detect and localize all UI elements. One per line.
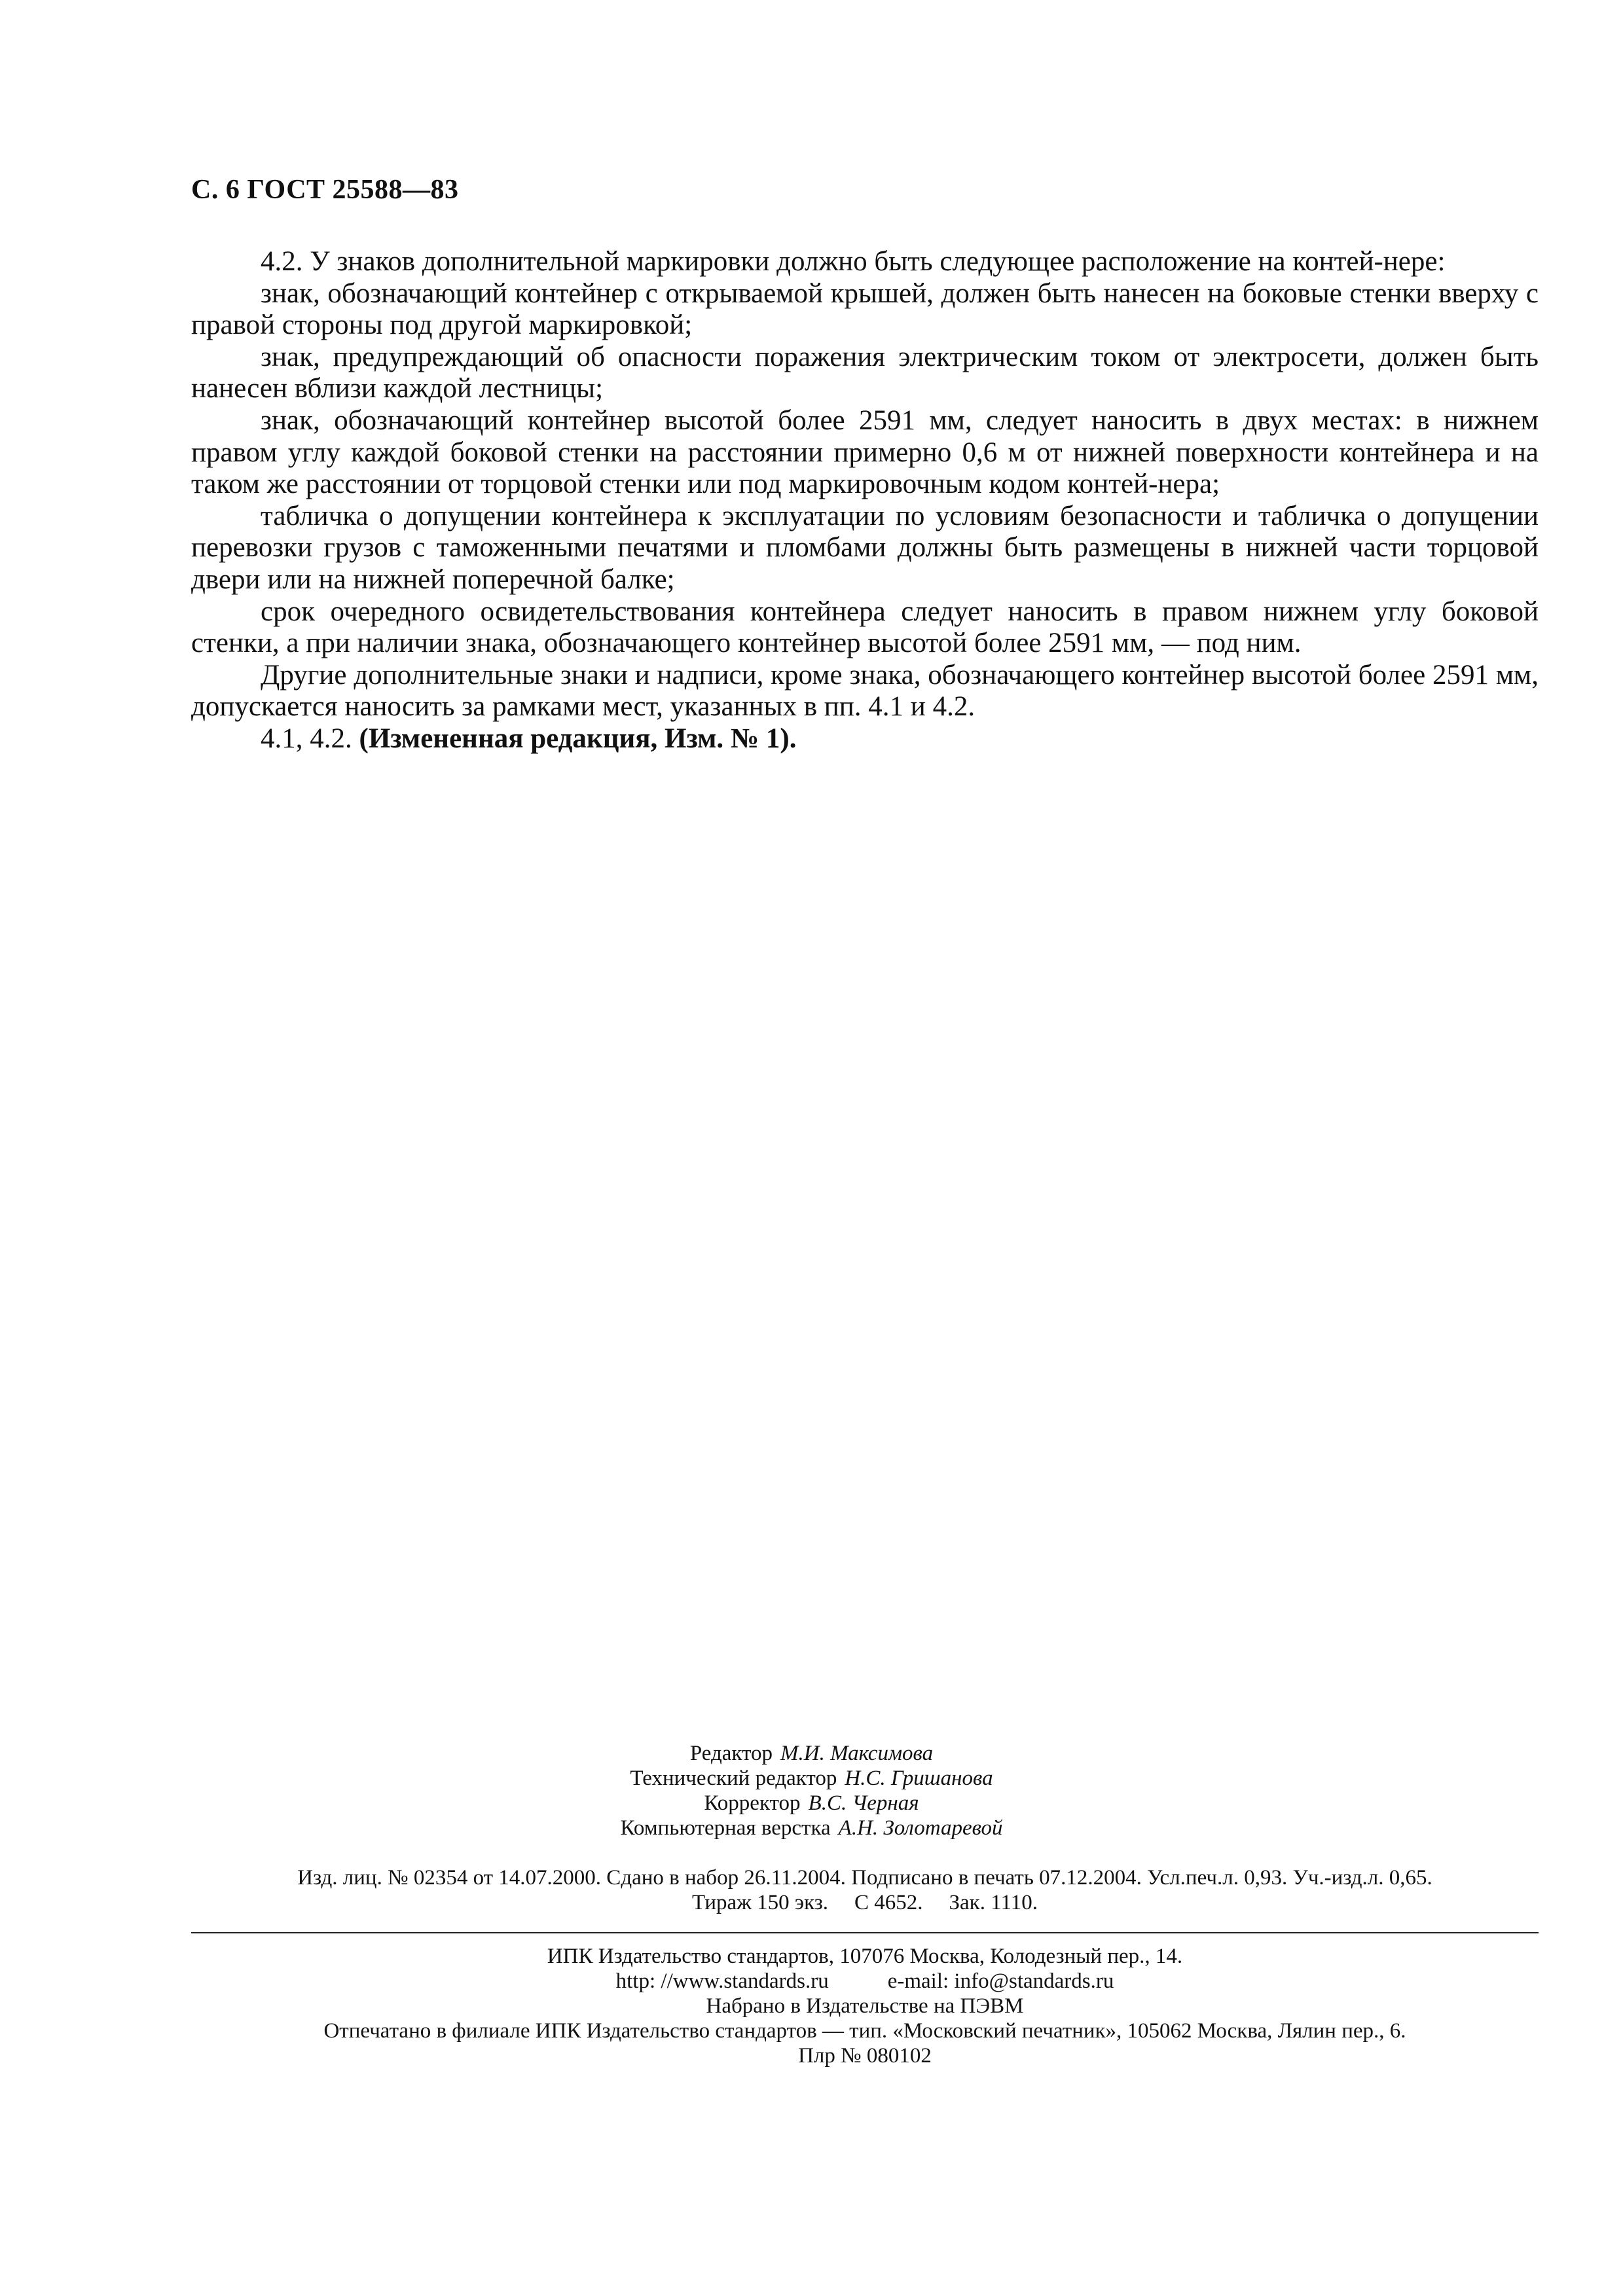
paragraph-other-signs: Другие дополнительные знаки и надписи, кроме знака, обозначающего контейнер высотой более 2591 мм, допускается наносить за рамками мест, указанных в пп. 4.1 и 4.2. xyxy=(191,659,1539,723)
credits-block xyxy=(0,1741,1623,1840)
paragraph-height-sign: знак, обозначающий контейнер высотой более 2591 мм, следует наносить в двух местах: в нижнем правом углу каждой боковой стенки на расстоянии примерно 0,6 м от нижней поверхности контейнера и на таком же расстоянии от торцовой стенки или под маркировочным кодом контей-нера; xyxy=(191,404,1539,500)
amendment-text: (Измененная редакция, Изм. № 1). xyxy=(359,723,797,754)
publisher-address: ИПК Издательство стандартов, 107076 Москва, Колодезный пер., 14. xyxy=(547,1945,1183,1968)
publisher-email: e-mail: info@standards.ru xyxy=(887,1969,1114,1993)
publisher-printed: Отпечатано в филиале ИПК Издательство стандартов — тип. «Московский печатник», 105062 Москва, Лялин пер., 6. xyxy=(323,2019,1406,2043)
credit-editor xyxy=(0,1741,1623,1766)
credit-name: М.И. Максимова xyxy=(780,1742,934,1765)
publisher-contacts xyxy=(191,1969,1539,1994)
imprint-code: С 4652. xyxy=(854,1891,923,1914)
credit-layout xyxy=(0,1816,1623,1840)
credit-role: Компьютерная верстка xyxy=(620,1816,831,1840)
imprint-circulation: Тираж 150 экз. xyxy=(691,1891,828,1914)
paragraph-roof-sign: знак, обозначающий контейнер с открываемой крышей, должен быть нанесен на боковые стенки вверху с правой стороны под другой маркировкой; xyxy=(191,278,1539,341)
amendment-note xyxy=(191,723,1539,755)
amendment-prefix: 4.1, 4.2. xyxy=(261,723,359,754)
credit-tech-editor xyxy=(0,1766,1623,1791)
imprint-order: Зак. 1110. xyxy=(949,1891,1038,1914)
paragraph-4-2: 4.2. У знаков дополнительной маркировки должно быть следующее расположение на контей-нере: xyxy=(261,246,1446,277)
paragraph-inspection-date: срок очередного освидетельствования контейнера следует наносить в правом нижнем углу боковой стенки, а при наличии знака, обозначающего контейнер высотой более 2591 мм, — под ним. xyxy=(191,596,1539,659)
credit-role: Корректор xyxy=(704,1791,801,1815)
credit-role: Технический редактор xyxy=(630,1767,837,1790)
imprint-line-1: Изд. лиц. № 02354 от 14.07.2000. Сдано в набор 26.11.2004. Подписано в печать 07.12.2004. Усл.печ.л. 0,93. Уч.-изд.л. 0,65. xyxy=(297,1866,1432,1890)
paragraph-plates: табличка о допущении контейнера к эксплуатации по условиям безопасности и табличка о допущении перевозки грузов с таможенными печатями и пломбами должны быть размещены в нижней части торцовой двери или на нижней поперечной балке; xyxy=(191,500,1539,595)
credit-name: А.Н. Золотаревой xyxy=(838,1816,1003,1840)
credit-proofreader xyxy=(0,1791,1623,1816)
credit-role: Редактор xyxy=(689,1742,773,1765)
paragraph-electric-sign: знак, предупреждающий об опасности поражения электрическим током от электросети, должен быть нанесен вблизи каждой лестницы; xyxy=(191,341,1539,404)
divider-line xyxy=(191,1932,1539,1933)
publisher-typeset: Набрано в Издательстве на ПЭВМ xyxy=(706,1994,1024,2018)
credit-name: Н.С. Гришанова xyxy=(845,1767,993,1790)
document-body xyxy=(191,246,1539,755)
imprint-line-2 xyxy=(191,1890,1539,1915)
publisher-license: Плр № 080102 xyxy=(798,2044,932,2068)
imprint-block xyxy=(191,1865,1539,1915)
publisher-url: http: //www.standards.ru xyxy=(615,1969,829,1993)
publisher-block xyxy=(191,1944,1539,2068)
page-header: С. 6 ГОСТ 25588—83 xyxy=(191,175,459,205)
credit-name: В.С. Черная xyxy=(808,1791,919,1815)
